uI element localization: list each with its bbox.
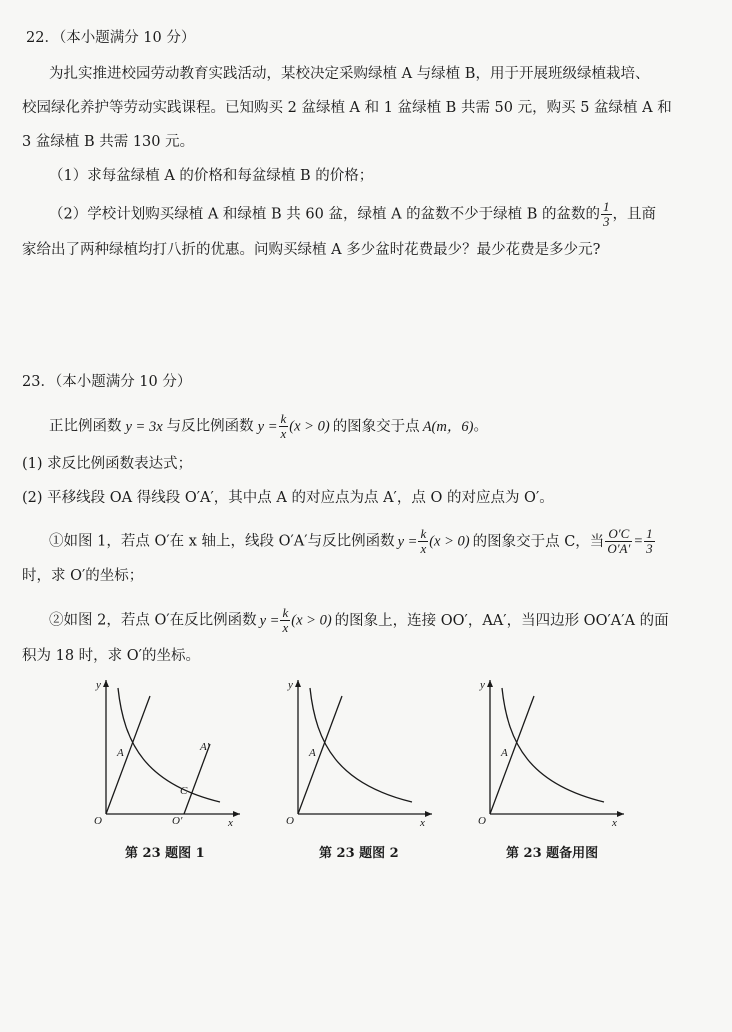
q22-paragraph-line-2: 校园绿化养护等劳动实践课程。已知购买 2 盆绿植 A 和 1 盆绿植 B 共需 50 元，购买 5 盆绿植 A 和 bbox=[22, 100, 672, 116]
q23-case-2: ②如图 2，若点 O′在反比例函数 y = $\frac{k}{x}$ (x > 0) 的图象上，连接 OO′，AA′，当四边形 OO′A′A 的面 bbox=[49, 605, 669, 635]
q23-case-2-tail: 积为 18 时，求 O′的坐标。 bbox=[22, 648, 200, 664]
q22-paragraph-line-1: 为扎实推进校园劳动教育实践活动，某校决定采购绿植 A 与绿植 B，用于开展班级绿植栽培、 bbox=[49, 66, 650, 82]
origin-label: O bbox=[94, 815, 102, 827]
fraction-one-third-q23: $\frac{1}{3}$ bbox=[646, 526, 653, 556]
y-axis-label: y bbox=[96, 679, 101, 691]
q22-subquestion-1: （1）求每盆绿植 A 的价格和每盆绿植 B 的价格； bbox=[49, 168, 374, 184]
point-c-label: C bbox=[180, 785, 188, 797]
point-a-label: A bbox=[309, 747, 316, 759]
q23-subquestion-1: (1) 求反比例函数表达式； bbox=[22, 456, 193, 472]
q22-subquestion-2 bbox=[49, 200, 656, 229]
point-a-label: A bbox=[117, 747, 124, 759]
point-o-prime-label: O′ bbox=[172, 815, 183, 827]
figure-1 bbox=[88, 674, 248, 834]
x-axis-label: x bbox=[612, 817, 617, 829]
q23-header: 23．（本小题满分 10 分） bbox=[22, 374, 192, 390]
origin-label: O bbox=[286, 815, 294, 827]
y-axis-label: y bbox=[288, 679, 293, 691]
y-axis-label: y bbox=[480, 679, 485, 691]
figure-2-caption: 第 23 题图 2 bbox=[319, 846, 399, 861]
q22-subquestion-2-tail: ，且商 bbox=[612, 206, 657, 223]
fraction-one-third: $\frac{1}{3}$ bbox=[603, 199, 610, 229]
q23-intro: 正比例函数 y = 3x 与反比例函数 y = $\frac{k}{x}$ (x > 0) 的图象交于点 A(m，6)。 bbox=[49, 411, 488, 441]
q23-subquestion-2: (2) 平移线段 OA 得线段 O′A′，其中点 A 的对应点为点 A′，点 O 的对应点为 O′。 bbox=[22, 490, 554, 506]
q22-subquestion-2-text: （2）学校计划购买绿植 A 和绿植 B 共 60 盆，绿植 A 的盆数不少于绿植 B 的盆数的 bbox=[49, 206, 601, 223]
figure-1-caption: 第 23 题图 1 bbox=[125, 846, 205, 861]
x-axis-label: x bbox=[420, 817, 425, 829]
fraction-oc-over-oa: $\frac{O'C}{O'A'}$ bbox=[607, 526, 631, 556]
q22-paragraph-line-3: 3 盆绿植 B 共需 130 元。 bbox=[22, 134, 195, 150]
q23-case-1: ①如图 1，若点 O′在 x 轴上，线段 O′A′与反比例函数 y = $\frac{k}{x}$ (x > 0) 的图象交于点 C，当 $\frac{O'C}{O'A'}$ = $\frac{1}{3}$ bbox=[49, 526, 653, 556]
figure-2 bbox=[280, 674, 440, 834]
point-a-prime-label: A′ bbox=[200, 741, 210, 753]
origin-label: O bbox=[478, 815, 486, 827]
point-a-label: A bbox=[501, 747, 508, 759]
figure-spare bbox=[472, 674, 632, 834]
q22-subquestion-2-line-2: 家给出了两种绿植均打八折的优惠。问购买绿植 A 多少盆时花费最少？最少花费是多少元? bbox=[22, 242, 601, 258]
x-axis-label: x bbox=[228, 817, 233, 829]
q22-header: 22．（本小题满分 10 分） bbox=[26, 30, 196, 46]
figure-spare-caption: 第 23 题备用图 bbox=[506, 846, 599, 861]
q23-case-1-tail: 时，求 O′的坐标； bbox=[22, 568, 144, 584]
